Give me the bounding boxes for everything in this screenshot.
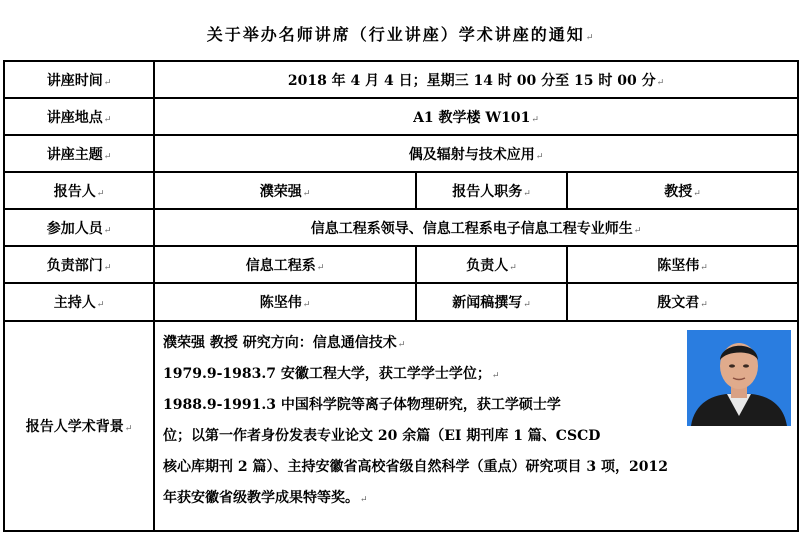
host-label: 主持人↵ bbox=[4, 283, 154, 320]
dept-label: 负责部门↵ bbox=[4, 246, 154, 283]
speaker-title-value: 教授↵ bbox=[567, 172, 798, 209]
table-row bbox=[4, 135, 798, 172]
background-line: 年获安徽省级教学成果特等奖。↵ bbox=[163, 489, 368, 506]
audience-label: 参加人员↵ bbox=[4, 209, 154, 246]
table-row bbox=[4, 172, 798, 209]
table-row bbox=[4, 209, 798, 246]
table-row bbox=[4, 246, 798, 283]
paragraph-mark-icon: ↵ bbox=[585, 33, 594, 43]
topic-value: 偶及辐射与技术应用↵ bbox=[154, 135, 798, 172]
background-line: 核心库期刊 2 篇）、主持安徽省高校省级自然科学（重点）研究项目 3 项，2012 bbox=[163, 458, 668, 475]
press-label: 新闻稿撰写↵ bbox=[416, 283, 567, 320]
time-label: 讲座时间↵ bbox=[4, 61, 154, 98]
table-row bbox=[4, 321, 798, 531]
background-label: 报告人学术背景↵ bbox=[4, 321, 154, 531]
table-row bbox=[4, 283, 798, 320]
info-table bbox=[3, 60, 799, 532]
owner-value: 陈坚伟↵ bbox=[567, 246, 798, 283]
table-row bbox=[4, 61, 798, 98]
page-title: 关于举办名师讲席（行业讲座）学术讲座的通知↵ bbox=[206, 25, 594, 44]
speaker-title-label: 报告人职务↵ bbox=[416, 172, 567, 209]
speaker-photo bbox=[687, 330, 791, 426]
speaker-label: 报告人↵ bbox=[4, 172, 154, 209]
topic-label: 讲座主题↵ bbox=[4, 135, 154, 172]
background-line: 1988.9-1991.3 中国科学院等离子体物理研究，获工学硕士学 bbox=[163, 396, 561, 413]
background-line: 濮荣强 教授 研究方向：信息通信技术↵ bbox=[163, 334, 406, 351]
dept-value: 信息工程系↵ bbox=[154, 246, 416, 283]
background-line: 位；以第一作者身份发表专业论文 20 余篇（EI 期刊库 1 篇、CSCD bbox=[163, 427, 601, 444]
table-row bbox=[4, 98, 798, 135]
press-value: 殷文君↵ bbox=[567, 283, 798, 320]
background-line: 1979.9-1983.7 安徽工程大学，获工学学士学位；↵ bbox=[163, 365, 500, 382]
audience-value: 信息工程系领导、信息工程系电子信息工程专业师生↵ bbox=[154, 209, 798, 246]
place-label: 讲座地点↵ bbox=[4, 98, 154, 135]
owner-label: 负责人↵ bbox=[416, 246, 567, 283]
host-value: 陈坚伟↵ bbox=[154, 283, 416, 320]
background-content bbox=[154, 321, 798, 531]
speaker-value: 濮荣强↵ bbox=[154, 172, 416, 209]
place-value: A1 教学楼 W101↵ bbox=[154, 98, 798, 135]
portrait-image bbox=[687, 330, 791, 426]
time-value: 2018 年 4 月 4 日；星期三 14 时 00 分至 15 时 00 分↵ bbox=[154, 61, 798, 98]
